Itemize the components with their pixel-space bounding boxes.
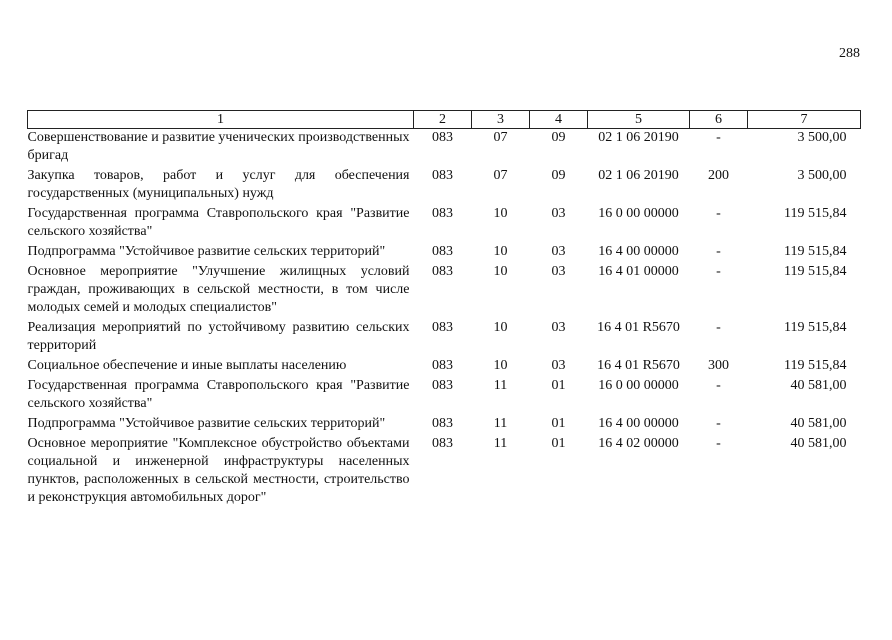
ministry-code-cell: 083 (432, 264, 453, 279)
table-row (28, 129, 861, 168)
target-article-cell: 16 4 02 00000 (598, 436, 679, 451)
column-header: 3 (472, 111, 530, 129)
amount-cell: 3 500,00 (797, 168, 847, 183)
ministry-code-cell: 083 (432, 168, 453, 183)
subsection-code-cell: 03 (551, 264, 566, 279)
row-name-cell: Государственная программа Ставропольского края "Развитие сельского хозяйства" (27, 378, 410, 411)
target-article-cell: 16 0 00 00000 (598, 206, 679, 221)
section-code-cell: 10 (493, 264, 508, 279)
ministry-code-cell: 083 (432, 130, 453, 145)
ministry-code-cell: 083 (432, 436, 453, 451)
column-header: 6 (690, 111, 748, 129)
amount-cell: 119 515,84 (784, 358, 847, 373)
amount-cell: 40 581,00 (790, 416, 847, 431)
subsection-code-cell: 03 (551, 206, 566, 221)
amount-cell: 119 515,84 (784, 206, 847, 221)
ministry-code-cell: 083 (432, 416, 453, 431)
subsection-code-cell: 03 (551, 320, 566, 335)
expense-type-cell: - (716, 378, 721, 393)
section-code-cell: 07 (493, 168, 508, 183)
subsection-code-cell: 03 (551, 358, 566, 373)
expense-type-cell: - (716, 436, 721, 451)
table-row (28, 357, 861, 377)
column-header: 7 (748, 111, 861, 129)
row-name-cell: Социальное обеспечение и иные выплаты населению (27, 358, 347, 373)
section-code-cell: 10 (493, 358, 508, 373)
ministry-code-cell: 083 (432, 358, 453, 373)
target-article-cell: 16 0 00 00000 (598, 378, 679, 393)
amount-cell: 119 515,84 (784, 264, 847, 279)
target-article-cell: 02 1 06 20190 (598, 168, 679, 183)
subsection-code-cell: 09 (551, 168, 566, 183)
expense-type-cell: - (716, 264, 721, 279)
target-article-cell: 02 1 06 20190 (598, 130, 679, 145)
section-code-cell: 10 (493, 320, 508, 335)
target-article-cell: 16 4 00 00000 (598, 244, 679, 259)
amount-cell: 119 515,84 (784, 320, 847, 335)
section-code-cell: 11 (493, 436, 508, 451)
row-name-cell: Государственная программа Ставропольского края "Развитие сельского хозяйства" (27, 206, 410, 239)
target-article-cell: 16 4 01 00000 (598, 264, 679, 279)
table-row (28, 319, 861, 357)
subsection-code-cell: 01 (551, 378, 566, 393)
table-row (28, 263, 861, 319)
expense-type-cell: - (716, 244, 721, 259)
expense-type-cell: 200 (708, 168, 729, 183)
table-row (28, 205, 861, 243)
column-header: 2 (414, 111, 472, 129)
amount-cell: 40 581,00 (790, 436, 847, 451)
column-header: 1 (28, 111, 414, 129)
row-name-cell: Основное мероприятие "Комплексное обустройство объектами социальной и инженерной инфраструктуры населенных пунктов, расположенных в сельской местности, строительство и реконструкция автомобильных дорог" (27, 436, 410, 505)
table-row (28, 415, 861, 435)
table-row (28, 167, 861, 205)
table-row (28, 435, 861, 509)
page-number: 288 (839, 46, 860, 61)
ministry-code-cell: 083 (432, 206, 453, 221)
expense-type-cell: - (716, 416, 721, 431)
target-article-cell: 16 4 00 00000 (598, 416, 679, 431)
subsection-code-cell: 01 (551, 436, 566, 451)
row-name-cell: Подпрограмма "Устойчивое развитие сельских территорий" (27, 244, 386, 259)
table-row (28, 243, 861, 263)
section-code-cell: 11 (493, 416, 508, 431)
row-name-cell: Реализация мероприятий по устойчивому развитию сельских территорий (27, 320, 410, 353)
ministry-code-cell: 083 (432, 320, 453, 335)
target-article-cell: 16 4 01 R5670 (597, 358, 680, 373)
subsection-code-cell: 01 (551, 416, 566, 431)
subsection-code-cell: 09 (551, 130, 566, 145)
subsection-code-cell: 03 (551, 244, 566, 259)
section-code-cell: 10 (493, 206, 508, 221)
amount-cell: 40 581,00 (790, 378, 847, 393)
section-code-cell: 10 (493, 244, 508, 259)
expense-type-cell: 300 (708, 358, 729, 373)
expense-type-cell: - (716, 130, 721, 145)
ministry-code-cell: 083 (432, 378, 453, 393)
row-name-cell: Совершенствование и развитие ученических производственных бригад (27, 130, 410, 163)
expense-type-cell: - (716, 206, 721, 221)
table-row (28, 377, 861, 415)
row-name-cell: Закупка товаров, работ и услуг для обеспечения государственных (муниципальных) нужд (27, 168, 410, 201)
section-code-cell: 07 (493, 130, 508, 145)
amount-cell: 119 515,84 (784, 244, 847, 259)
target-article-cell: 16 4 01 R5670 (597, 320, 680, 335)
amount-cell: 3 500,00 (797, 130, 847, 145)
table-header-row (28, 111, 861, 129)
ministry-code-cell: 083 (432, 244, 453, 259)
column-header: 4 (530, 111, 588, 129)
row-name-cell: Подпрограмма "Устойчивое развитие сельских территорий" (27, 416, 386, 431)
expense-type-cell: - (716, 320, 721, 335)
row-name-cell: Основное мероприятие "Улучшение жилищных условий граждан, проживающих в сельской местности, в том числе молодых семей и молодых специалистов" (27, 264, 410, 315)
column-header: 5 (588, 111, 690, 129)
section-code-cell: 11 (493, 378, 508, 393)
budget-table (27, 110, 861, 509)
